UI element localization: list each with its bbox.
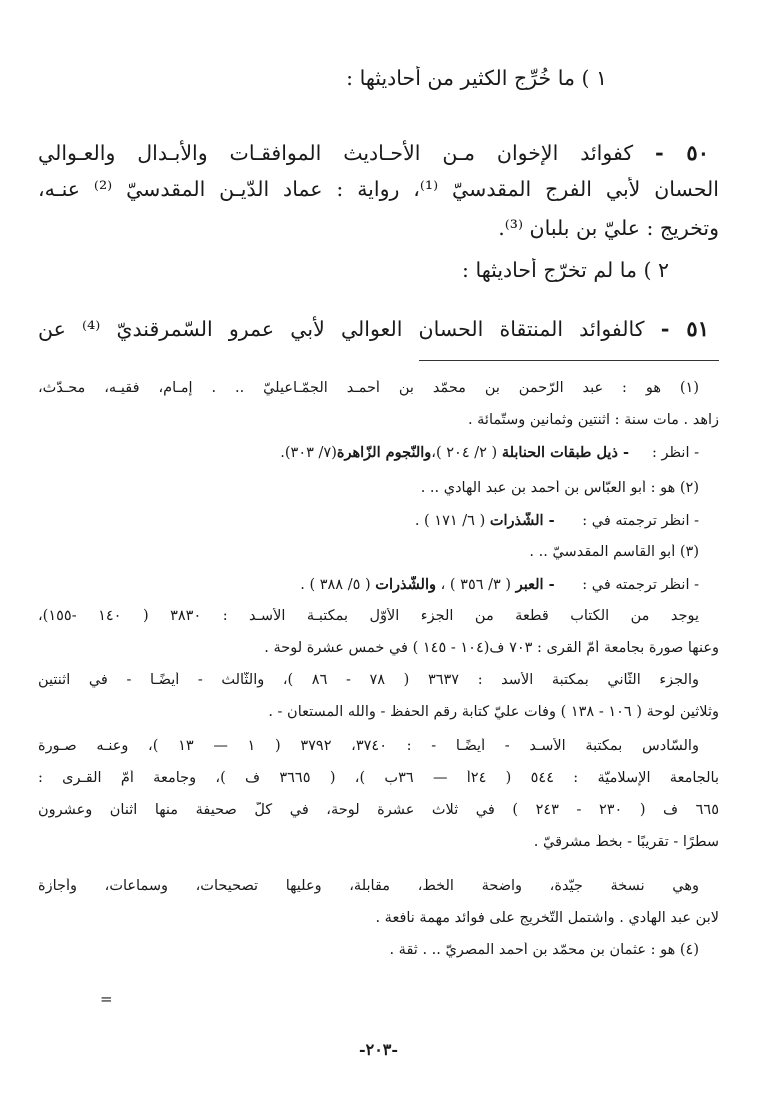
footnote-1-line-1: (١) هو : عبد الرّحمن بن محمّد بن أحمـد الجمّـاعيليّ .. . إمـام، فقيـه، محـدّث،	[38, 380, 699, 396]
manuscript-paragraph-4-line-2: لابن عبد الهادي . واشتمل التّخريج على فوائد مهمة نافعة .	[375, 910, 719, 926]
manuscript-paragraph-2-line-1: والجزء الثّاني بمكتبة الأسد : ٣٦٣٧ ( ٧٨ - ٨٦ )، والثّالث - أيضًـا - في اثنتين	[38, 672, 699, 688]
footnote-4-line-1: (٤) هو : عثمان بن محمّد بن أحمد المصريّ .. . ثقة .	[389, 942, 699, 958]
entry-50-line-3: وتخريج : عليّ بن بلبان ⁽³⁾.	[498, 216, 719, 240]
entry-51-number: ٥١ -	[660, 316, 709, 341]
page-number: -٢٠٣-	[358, 1040, 399, 1059]
manuscript-paragraph-1-line-2: وعنها صورة بجامعة أمّ القرى : ٧٠٣ ف(١٠٤ - ١٤٥ ) في خمس عشرة لوحة .	[264, 640, 719, 656]
section-2-heading: ٢ ) ما لم تخرّج أحاديثها :	[462, 258, 669, 282]
manuscript-paragraph-1-line-1: يوجد من الكتاب قطعة من الجزء الأوّل بمكتبـة الأسـد : ٣٨٣٠ ( ١٤٠ -١٥٥)،	[38, 608, 699, 624]
continuation-mark: =	[100, 990, 113, 1008]
manuscript-paragraph-3-line-1: والسّادس بمكتبة الأسـد - أيضًـا - : ٣٧٤٠، ٣٧٩٢ ( ١ — ١٣ )، وعنـه صـورة	[38, 738, 699, 754]
section-1-heading: ١ ) ما خُرِّج الكثير من أحاديثها :	[346, 66, 607, 90]
entry-50-line-1: ٥٠ - كفوائد الإخوان مـن الأحـاديث الموافقـات والأبـدال والعـوالي	[38, 140, 709, 165]
entry-50-line-2: الحسان لأبي الفرج المقدسيّ ⁽¹⁾، رواية : عماد الدّيـن المقدسيّ ⁽²⁾ عنـه،	[38, 177, 719, 201]
footnote-2-line-1: (٢) هو : أبو العبّاس بن أحمد بن عبد الهادي .. .	[420, 480, 699, 496]
manuscript-paragraph-3-line-2: بالجامعة الإسلاميّة : ٥٤٤ ( ٢٤أ — ٣٦ب )، ( ٣٦٦٥ ف )، وجامعة أمّ القـرى :	[38, 770, 719, 786]
footnote-2-references: - انظر ترجمته في : - الشّذرات ( ٦/ ١٧١ ) .	[414, 512, 699, 529]
footnote-separator	[419, 360, 719, 361]
footnote-3-references: - انظر ترجمته في : - العبر ( ٣/ ٣٥٦ ) ، والشّذرات ( ٥/ ٣٨٨ ) .	[300, 576, 699, 593]
manuscript-paragraph-3-line-3: ٦٦٥ ف ( ٢٣٠ - ٢٤٣ ) في ثلاث عشرة لوحة، في كلّ صحيفة منها اثنان وعشرون	[38, 802, 719, 818]
footnote-1-references: - انظر : - ذيل طبقات الحنابلة ( ٢/ ٢٠٤ )،والنّجوم الزّاهرة(٧/ ٣٠٣).	[280, 444, 699, 461]
manuscript-paragraph-4-line-1: وهي نسخة جيّدة، واضحة الخطّ، مقابلة، وعليها تصحيحات، وسماعات، وأجازة	[38, 878, 699, 894]
manuscript-paragraph-2-line-2: وثلاثين لوحة ( ١٠٦ - ١٣٨ ) وفات عليّ كتابة رقم الحفظ - والله المستعان - .	[268, 704, 719, 720]
footnote-3-line-1: (٣) أبو القاسم المقدسيّ .. .	[529, 544, 699, 560]
entry-50-number: ٥٠ -	[655, 140, 709, 165]
manuscript-paragraph-3-line-4: سطرًا - تقريبًا - بخطّ مشرقيّ .	[533, 834, 719, 850]
entry-51-line-1: ٥١ - كالفوائد المنتقاة الحسان العوالي لأبي عمرو السّمرقنديّ ⁽⁴⁾ عن	[38, 316, 709, 341]
footnote-1-line-2: زاهد . مات سنة : اثنتين وثمانين وستّمائة .	[467, 412, 719, 428]
